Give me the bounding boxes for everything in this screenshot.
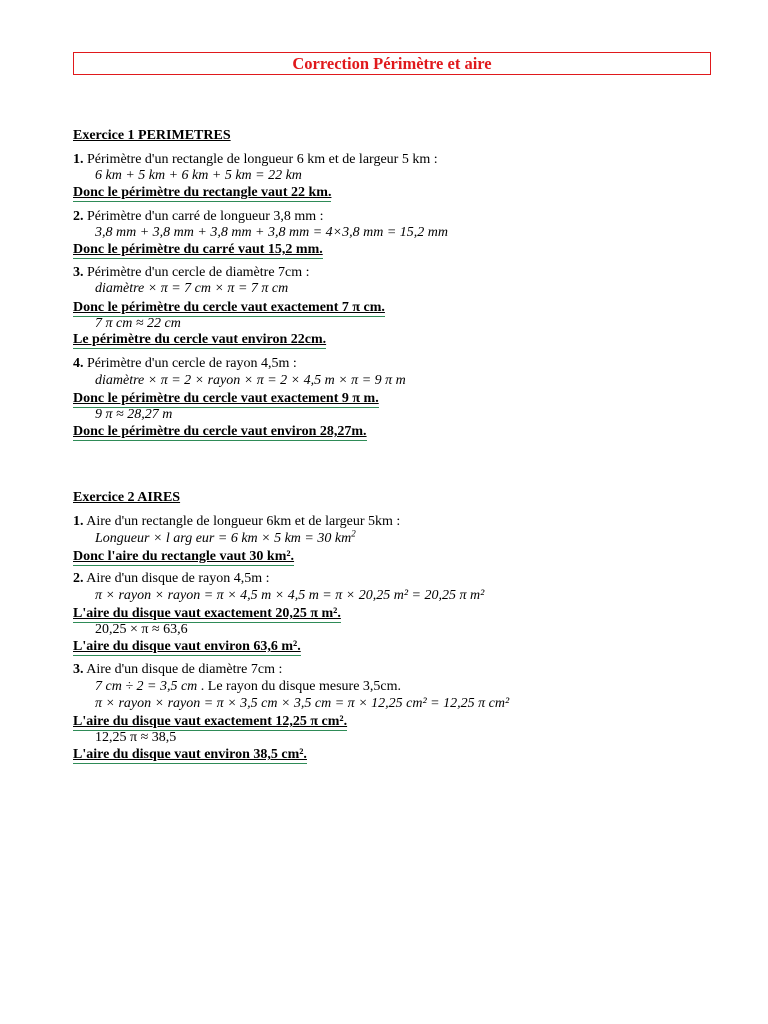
question-text: Périmètre d'un carré de longueur 3,8 mm :	[83, 209, 324, 224]
question-text: Périmètre d'un cercle de rayon 4,5m :	[83, 356, 297, 371]
ex1-q2-calculation: 3,8 mm + 3,8 mm + 3,8 mm + 3,8 mm = 4×3,8 mm = 15,2 mm	[95, 225, 449, 240]
ex1-q3-statement	[73, 265, 310, 281]
question-number: 2.	[73, 571, 84, 586]
question-text: Aire d'un rectangle de longueur 6km et de largeur 5km :	[83, 514, 401, 529]
ex2-q3-approximation: 12,25 π ≈ 38,5	[95, 730, 177, 745]
ex1-q2-statement	[73, 209, 324, 225]
exercise-2-heading: Exercice 2 AIRES	[73, 490, 181, 505]
ex1-q1-statement	[73, 152, 438, 168]
ex1-q4-result-approx: Donc le périmètre du cercle vaut environ 28,27m.	[73, 424, 367, 439]
ex1-q1-calculation: 6 km + 5 km + 6 km + 5 km = 22 km	[95, 168, 302, 183]
ex2-q3-radius-calc	[95, 679, 401, 695]
ex2-q3-calculation: π × rayon × rayon = π × 3,5 cm × 3,5 cm = π × 12,25 cm² = 12,25 π cm²	[95, 696, 510, 711]
ex2-q3-result-approx: L'aire du disque vaut environ 38,5 cm².	[73, 747, 307, 762]
ex1-q3-result: Donc le périmètre du cercle vaut exactement 7 π cm.	[73, 300, 385, 315]
ex1-q4-approximation: 9 π ≈ 28,27 m	[95, 407, 173, 422]
question-number: 4.	[73, 356, 84, 371]
ex2-q2-statement	[73, 571, 270, 587]
ex2-q2-result: L'aire du disque vaut exactement 20,25 π m².	[73, 606, 341, 621]
question-number: 1.	[73, 514, 84, 529]
ex1-q4-calculation: diamètre × π = 2 × rayon × π = 2 × 4,5 m × π = 9 π m	[95, 373, 406, 388]
question-text: Aire d'un disque de diamètre 7cm :	[83, 662, 283, 677]
question-number: 3.	[73, 662, 84, 677]
question-number: 2.	[73, 209, 84, 224]
ex1-q2-result: Donc le périmètre du carré vaut 15,2 mm.	[73, 242, 323, 257]
page-title: Correction Périmètre et aire	[73, 52, 711, 75]
ex1-q3-approximation: 7 π cm ≈ 22 cm	[95, 316, 181, 331]
ex2-q3-result: L'aire du disque vaut exactement 12,25 π cm².	[73, 714, 348, 729]
ex1-q4-statement	[73, 356, 297, 372]
exponent: 2	[351, 528, 356, 539]
ex1-q1-result: Donc le périmètre du rectangle vaut 22 km.	[73, 185, 332, 200]
ex1-q3-calculation: diamètre × π = 7 cm × π = 7 π cm	[95, 281, 289, 296]
ex2-q3-statement	[73, 662, 282, 678]
question-number: 1.	[73, 152, 84, 167]
ex1-q4-result: Donc le périmètre du cercle vaut exactement 9 π m.	[73, 391, 379, 406]
ex2-q2-result-approx: L'aire du disque vaut environ 63,6 m².	[73, 639, 301, 654]
question-text: Périmètre d'un rectangle de longueur 6 km et de largeur 5 km :	[83, 152, 438, 167]
question-text: Périmètre d'un cercle de diamètre 7cm :	[83, 265, 310, 280]
calc-text: Longueur × l arg eur = 6 km × 5 km = 30 km	[95, 531, 352, 546]
ex2-q2-calculation: π × rayon × rayon = π × 4,5 m × 4,5 m = π × 20,25 m² = 20,25 π m²	[95, 588, 485, 603]
ex2-q1-result: Donc l'aire du rectangle vaut 30 km².	[73, 549, 295, 564]
ex2-q1-calculation	[95, 528, 356, 547]
ex1-q3-result-approx: Le périmètre du cercle vaut environ 22cm.	[73, 332, 327, 347]
question-text: Aire d'un disque de rayon 4,5m :	[83, 571, 270, 586]
question-number: 3.	[73, 265, 84, 280]
exercise-1-heading: Exercice 1 PERIMETRES	[73, 128, 231, 143]
calc-text: 7 cm ÷ 2 = 3,5 cm	[95, 679, 198, 694]
ex2-q2-approximation: 20,25 × π ≈ 63,6	[95, 622, 188, 637]
calc-note: . Le rayon du disque mesure 3,5cm.	[197, 679, 402, 694]
